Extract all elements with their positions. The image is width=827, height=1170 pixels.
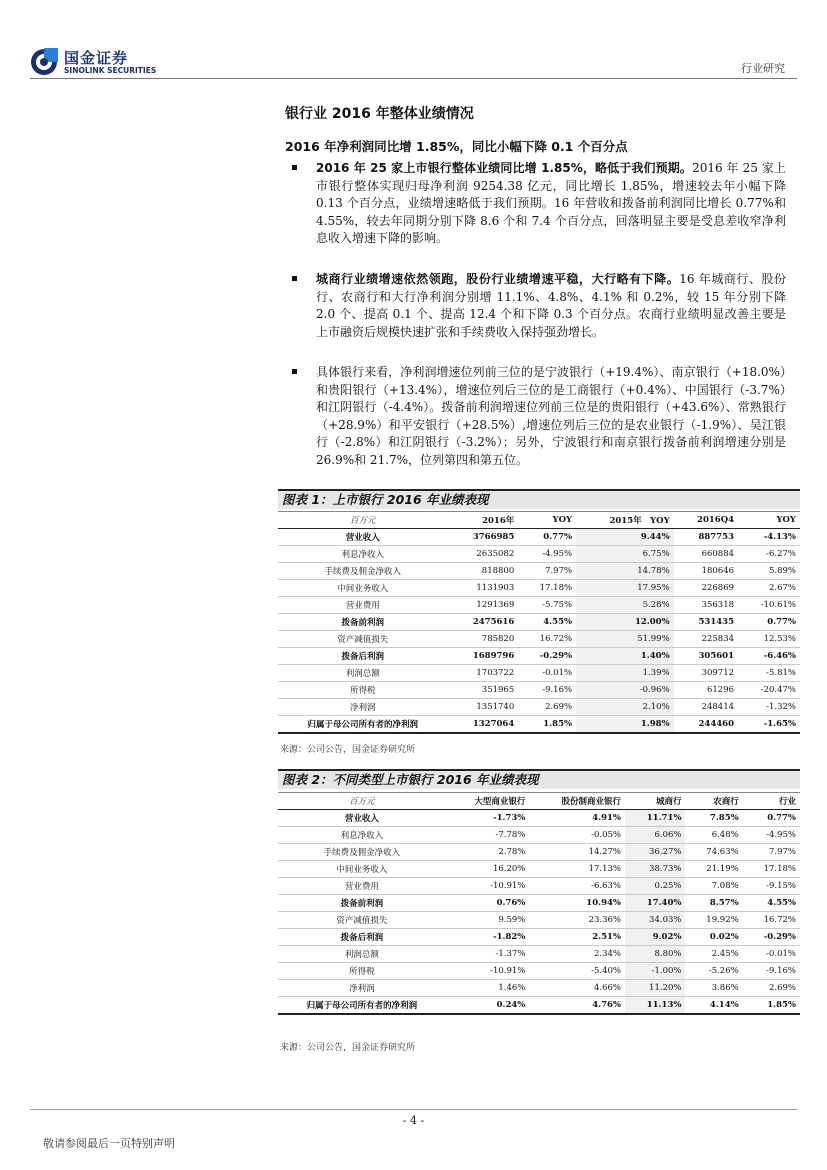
table-cell: 531435 <box>674 614 738 631</box>
table-cell: 1131903 <box>448 580 519 597</box>
table-cell: 2.51% <box>529 929 625 946</box>
table-row <box>278 895 800 912</box>
bullet-body: 具体银行来看，净利润增速位列前三位的是宁波银行（+19.4%）、南京银行（+18.0%）和贵阳银行（+13.4%），增速位列后三位的是工商银行（+0.4%）、中国银行（-3.7%）和江阴银行（-4.4%）。拨备前利润增速位列前三位是的贵阳银行（+43.6%）、常熟银行（+28.9%）和平安银行（+28.5%）,增速位列后三位的是农业银行（-1.9%）、吴江银行（-2.8%）和江阴银行（-3.2%）；另外，宁波银行和南京银行拨备前利润增速分别是 26.9%和 21.7%，位列第四和第五位。 <box>316 365 786 467</box>
table-cell: -10.61% <box>738 597 800 614</box>
bullet-lead: 2016 年 25 家上市银行整体业绩同比增 1.85%，略低于我们预期。 <box>316 161 693 175</box>
table-cell: 74.63% <box>685 844 742 861</box>
column-header: 行业 <box>743 793 800 810</box>
table-cell: -1.00% <box>625 963 685 980</box>
table-cell: 2.67% <box>738 580 800 597</box>
bullet-item <box>292 364 786 469</box>
table-cell: 1.46% <box>446 980 530 997</box>
bullet-square-icon <box>292 369 297 374</box>
table-cell: -5.40% <box>529 963 625 980</box>
table-cell: 4.76% <box>529 997 625 1014</box>
table-cell: 2.10% <box>576 699 674 716</box>
table-cell: 6.48% <box>685 827 742 844</box>
table-cell: 9.44% <box>576 529 674 546</box>
table-cell: 0.77% <box>738 614 800 631</box>
table-cell: 12.00% <box>576 614 674 631</box>
table-cell: 1327064 <box>448 716 519 733</box>
table-cell: -20.47% <box>738 682 800 699</box>
table-cell: -10.91% <box>446 878 530 895</box>
table-cell: 305601 <box>674 648 738 665</box>
table-cell: 1689796 <box>448 648 519 665</box>
column-header: 农商行 <box>685 793 742 810</box>
table-cell: 7.97% <box>518 563 576 580</box>
row-label: 手续费及佣金净收入 <box>278 563 448 580</box>
table-cell: 8.80% <box>625 946 685 963</box>
table-row <box>278 878 800 895</box>
row-label: 利息净收入 <box>278 827 446 844</box>
table-row <box>278 716 800 733</box>
row-label: 营业费用 <box>278 597 448 614</box>
column-header: 股份制商业银行 <box>529 793 625 810</box>
figure2-title: 图表 2：不同类型上市银行 2016 年业绩表现 <box>278 769 800 789</box>
table-header-row <box>278 512 800 529</box>
table-row <box>278 980 800 997</box>
table-cell: -5.75% <box>518 597 576 614</box>
bullet-text <box>316 271 786 341</box>
table-cell: -6.63% <box>529 878 625 895</box>
table-cell: 0.77% <box>518 529 576 546</box>
table-cell: 8.57% <box>685 895 742 912</box>
table-cell: 10.94% <box>529 895 625 912</box>
table-cell: -10.91% <box>446 963 530 980</box>
table-cell: 23.36% <box>529 912 625 929</box>
table-cell: 16.72% <box>743 912 800 929</box>
table-cell: -9.16% <box>743 963 800 980</box>
table-cell: 2.34% <box>529 946 625 963</box>
table-cell: -0.05% <box>529 827 625 844</box>
table-row <box>278 929 800 946</box>
table-cell: 785820 <box>448 631 519 648</box>
table-cell: 7.97% <box>743 844 800 861</box>
row-label: 利润总额 <box>278 946 446 963</box>
table-cell: 11.71% <box>625 810 685 827</box>
figure2-source: 来源：公司公告，国金证券研究所 <box>280 1043 416 1053</box>
table-cell: 12.53% <box>738 631 800 648</box>
table-cell: 0.76% <box>446 895 530 912</box>
logo-text-en: SINOLINK SECURITIES <box>64 66 157 75</box>
table-cell: 34.03% <box>625 912 685 929</box>
table-cell: 14.27% <box>529 844 625 861</box>
table-cell: 17.40% <box>625 895 685 912</box>
table-cell: 5.89% <box>738 563 800 580</box>
table-cell: 19.92% <box>685 912 742 929</box>
row-label: 归属于母公司所有者的净利润 <box>278 716 448 733</box>
header-divider <box>30 78 797 79</box>
table-cell: -1.73% <box>446 810 530 827</box>
row-label: 中间业务收入 <box>278 861 446 878</box>
row-label: 净利润 <box>278 980 446 997</box>
table-row <box>278 844 800 861</box>
table-cell: 9.02% <box>625 929 685 946</box>
column-header: YOY <box>738 512 800 529</box>
row-label: 拨备前利润 <box>278 614 448 631</box>
table-cell: -0.01% <box>518 665 576 682</box>
table-cell: 9.59% <box>446 912 530 929</box>
table-row <box>278 546 800 563</box>
table-cell: 0.25% <box>625 878 685 895</box>
table-cell: 244460 <box>674 716 738 733</box>
table-row <box>278 997 800 1014</box>
column-header: 百万元 <box>278 512 448 529</box>
table-cell: 818800 <box>448 563 519 580</box>
table-row <box>278 861 800 878</box>
table-cell: -4.95% <box>743 827 800 844</box>
table-cell: -9.16% <box>518 682 576 699</box>
table-cell: 2.45% <box>685 946 742 963</box>
table-row <box>278 580 800 597</box>
table-cell: 6.06% <box>625 827 685 844</box>
report-category: 行业研究 <box>741 62 785 75</box>
footer-disclaimer: 敬请参阅最后一页特别声明 <box>43 1137 175 1150</box>
sinolink-logo-icon <box>30 48 58 76</box>
table-cell: -6.46% <box>738 648 800 665</box>
table-cell: 51.99% <box>576 631 674 648</box>
row-label: 手续费及佣金净收入 <box>278 844 446 861</box>
row-label: 中间业务收入 <box>278 580 448 597</box>
logo-text-cn: 国金证券 <box>64 49 129 67</box>
table-cell: 0.24% <box>446 997 530 1014</box>
table-cell: 180646 <box>674 563 738 580</box>
table-cell: 2.69% <box>518 699 576 716</box>
table-cell: 7.85% <box>685 810 742 827</box>
table-cell: 17.95% <box>576 580 674 597</box>
bullet-square-icon <box>292 276 297 281</box>
bullet-square-icon <box>292 165 297 170</box>
table-cell: 4.55% <box>518 614 576 631</box>
table-row <box>278 648 800 665</box>
table-cell: 16.20% <box>446 861 530 878</box>
table-cell: -5.81% <box>738 665 800 682</box>
row-label: 营业收入 <box>278 810 446 827</box>
table-cell: 3.86% <box>685 980 742 997</box>
table-cell: 14.78% <box>576 563 674 580</box>
table-cell: 2.69% <box>743 980 800 997</box>
bullet-lead: 城商行业绩增速依然领跑，股份行业绩增速平稳，大行略有下降。 <box>316 272 680 286</box>
table-cell: -0.01% <box>743 946 800 963</box>
table-cell: 36.27% <box>625 844 685 861</box>
bullet-item <box>292 160 786 248</box>
table-cell: -4.95% <box>518 546 576 563</box>
table-cell: 17.13% <box>529 861 625 878</box>
table-cell: 1291369 <box>448 597 519 614</box>
table-row <box>278 529 800 546</box>
table-cell: 351965 <box>448 682 519 699</box>
table-row <box>278 699 800 716</box>
bullet-text <box>316 364 786 469</box>
table-cell: 4.91% <box>529 810 625 827</box>
table-cell: -1.65% <box>738 716 800 733</box>
table-cell: -5.26% <box>685 963 742 980</box>
row-label: 归属于母公司所有者的净利润 <box>278 997 446 1014</box>
table-cell: -1.37% <box>446 946 530 963</box>
page-number: - 4 - <box>402 1114 425 1127</box>
bullet-body: 2016 年 25 家上市银行整体实现归母净利润 9254.38 亿元，同比增长 1.85%，增速较去年小幅下降 0.13 个百分点，业绩增速略低于我们预期。16 年营收和拨备前利润同比增长 0.77%和 4.55%，较去年同期分别下降 8.6 个和 7.4 个百分点，回落明显主要是受息差收窄净利息收入增速下降的影响。 <box>316 161 786 245</box>
table-cell: 4.55% <box>743 895 800 912</box>
table-cell: -0.29% <box>743 929 800 946</box>
table-row <box>278 563 800 580</box>
table-cell: 1.39% <box>576 665 674 682</box>
row-label: 所得税 <box>278 963 446 980</box>
table-cell: 3766985 <box>448 529 519 546</box>
company-logo <box>30 46 160 80</box>
table-cell: -0.29% <box>518 648 576 665</box>
row-label: 资产减值损失 <box>278 631 448 648</box>
table-cell: 309712 <box>674 665 738 682</box>
table-cell: 1.85% <box>743 997 800 1014</box>
table-row <box>278 912 800 929</box>
table-cell: 7.08% <box>685 878 742 895</box>
table-cell: 660884 <box>674 546 738 563</box>
row-label: 营业收入 <box>278 529 448 546</box>
table-row <box>278 827 800 844</box>
column-header: 2016Q4 <box>674 512 738 529</box>
table-row <box>278 614 800 631</box>
table-cell: 1.98% <box>576 716 674 733</box>
table-cell: 1703722 <box>448 665 519 682</box>
table-cell: 38.73% <box>625 861 685 878</box>
table-cell: 0.02% <box>685 929 742 946</box>
section-subtitle: 2016 年净利润同比增 1.85%，同比小幅下降 0.1 个百分点 <box>285 139 628 154</box>
row-label: 净利润 <box>278 699 448 716</box>
row-label: 拨备后利润 <box>278 648 448 665</box>
table-cell: 2.78% <box>446 844 530 861</box>
figure1-table <box>278 511 800 734</box>
column-header: 百万元 <box>278 793 446 810</box>
table-cell: 1351740 <box>448 699 519 716</box>
figure1-source: 来源：公司公告，国金证券研究所 <box>280 745 416 755</box>
table-cell: 4.14% <box>685 997 742 1014</box>
table-cell: 11.20% <box>625 980 685 997</box>
table-cell: -0.96% <box>576 682 674 699</box>
bullet-item <box>292 271 786 341</box>
table-row <box>278 810 800 827</box>
bullet-body: 16 年城商行、股份行、农商行和大行净利润分别增 11.1%、4.8%、4.1% 和 0.2%，较 15 年分别下降 2.0 个、提高 0.1 个、提高 12.4 个和下降 0.3 个百分点。农商行业绩明显改善主要是上市融资后规模快速扩张和手续费收入保持强劲增长。 <box>316 272 786 339</box>
table-cell: 887753 <box>674 529 738 546</box>
column-header: 大型商业银行 <box>446 793 530 810</box>
table-cell: 11.13% <box>625 997 685 1014</box>
table-cell: 21.19% <box>685 861 742 878</box>
table-cell: 0.77% <box>743 810 800 827</box>
row-label: 拨备后利润 <box>278 929 446 946</box>
table-cell: 356318 <box>674 597 738 614</box>
table-cell: 2635082 <box>448 546 519 563</box>
figure2-table <box>278 792 800 1015</box>
column-header: 2015年 YOY <box>576 512 674 529</box>
row-label: 营业费用 <box>278 878 446 895</box>
table-cell: 248414 <box>674 699 738 716</box>
table-cell: 225834 <box>674 631 738 648</box>
table-row <box>278 682 800 699</box>
table-row <box>278 963 800 980</box>
row-label: 拨备前利润 <box>278 895 446 912</box>
row-label: 所得税 <box>278 682 448 699</box>
bullet-text <box>316 160 786 248</box>
figure1-title: 图表 1：上市银行 2016 年业绩表现 <box>278 489 800 509</box>
table-cell: 226869 <box>674 580 738 597</box>
column-header: YOY <box>518 512 576 529</box>
table-row <box>278 946 800 963</box>
table-cell: 17.18% <box>743 861 800 878</box>
table-cell: -1.32% <box>738 699 800 716</box>
section-title: 银行业 2016 年整体业绩情况 <box>285 106 474 122</box>
table-cell: 61296 <box>674 682 738 699</box>
table-header-row <box>278 793 800 810</box>
table-cell: 4.66% <box>529 980 625 997</box>
table-cell: -9.15% <box>743 878 800 895</box>
table-cell: 1.85% <box>518 716 576 733</box>
table-cell: -6.27% <box>738 546 800 563</box>
table-cell: 5.28% <box>576 597 674 614</box>
row-label: 利息净收入 <box>278 546 448 563</box>
table-cell: 6.75% <box>576 546 674 563</box>
table-cell: -4.13% <box>738 529 800 546</box>
column-header: 2016年 <box>448 512 519 529</box>
table-cell: 1.40% <box>576 648 674 665</box>
table-row <box>278 665 800 682</box>
footer-divider <box>30 1109 797 1110</box>
row-label: 利润总额 <box>278 665 448 682</box>
table-cell: -1.82% <box>446 929 530 946</box>
table-cell: 16.72% <box>518 631 576 648</box>
table-cell: 17.18% <box>518 580 576 597</box>
table-cell: 2475616 <box>448 614 519 631</box>
table-row <box>278 631 800 648</box>
table-cell: -7.78% <box>446 827 530 844</box>
table-row <box>278 597 800 614</box>
column-header: 城商行 <box>625 793 685 810</box>
row-label: 资产减值损失 <box>278 912 446 929</box>
